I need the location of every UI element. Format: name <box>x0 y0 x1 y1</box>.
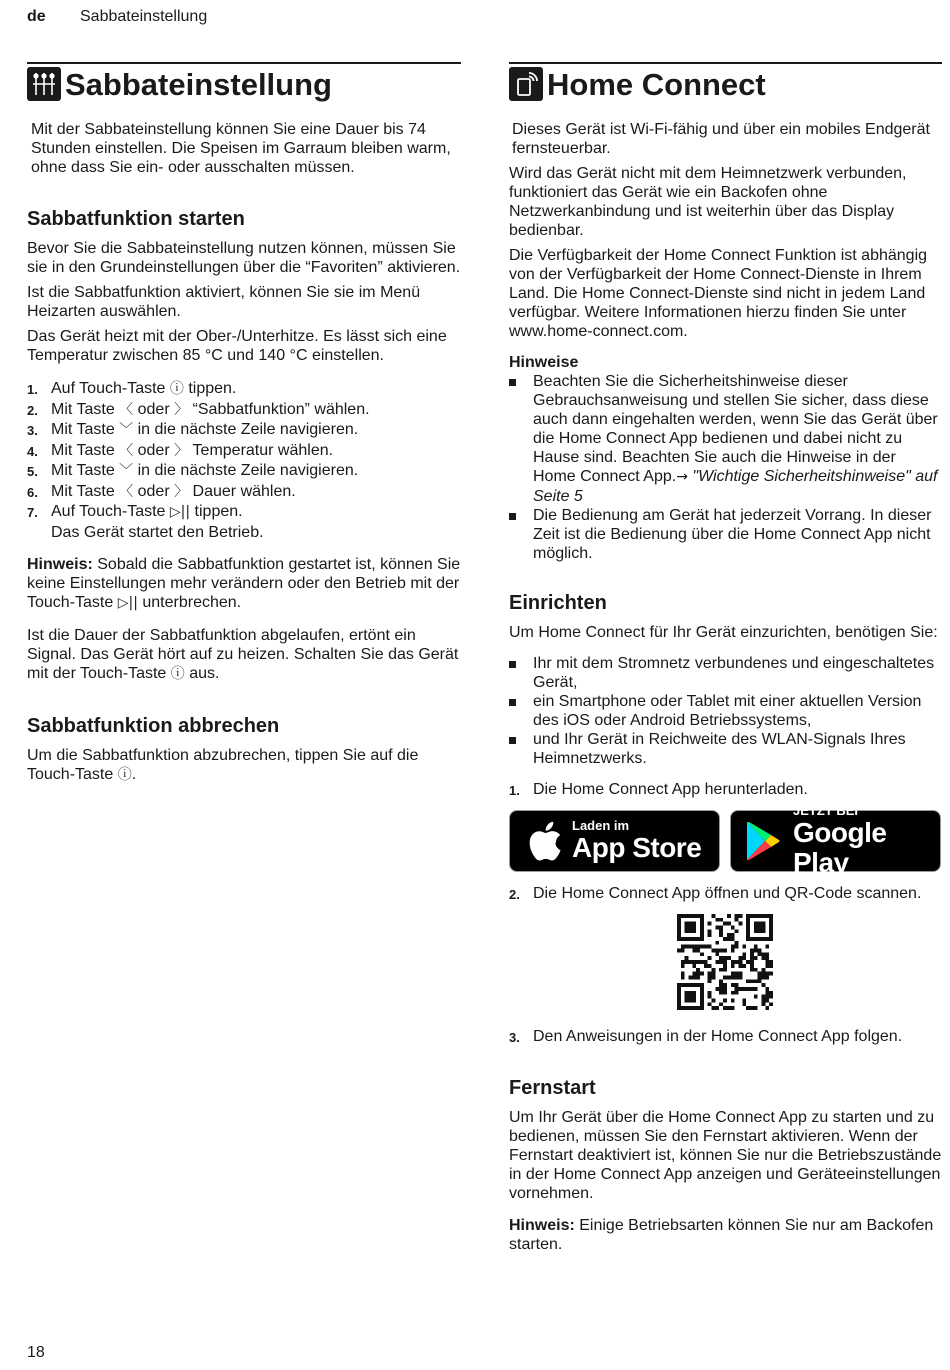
end-paragraph: Ist die Dauer der Sabbatfunktion abgelaufen, ertönt ein Signal. Das Gerät hört auf zu heizen. Schalten Sie das Gerät mit der Touch-Taste ⓘ aus. <box>27 627 459 682</box>
remote-paragraph: Um Ihr Gerät über die Home Connect App zu starten und zu bedienen, müssen Sie den Fernstart aktivieren. Wenn der Fernstart deaktiviert ist, können Sie nur die Betriebszustände in der Home Connect App anzeigen und Geräteeinstellungen vornehmen. <box>509 1108 942 1202</box>
power-icon: ⓘ <box>117 767 132 783</box>
setup-requirements <box>509 654 942 768</box>
language-code: de <box>27 8 46 25</box>
start-paragraph-2: Ist die Sabbatfunktion aktiviert, können Sie sie im Menü Heizarten auswählen. <box>27 284 421 320</box>
intro-text: Mit der Sabbateinstellung können Sie eine Dauer bis 74 Stunden einstellen. Die Speisen im Garraum bleiben warm, ohne dass Sie ein- oder ausschalten müssen. <box>31 121 451 176</box>
start-stop-icon: ▷|| <box>117 595 138 611</box>
list-item: 1. Die Home Connect App herunterladen. <box>509 781 808 798</box>
remote-note: Hinweis: Einige Betriebsarten können Sie nur am Backofen starten. <box>509 1216 934 1253</box>
section-heading-sabbath <box>27 62 461 100</box>
notes-list <box>509 372 942 563</box>
list-item: 2. Die Home Connect App öffnen und QR-Code scannen. <box>509 884 922 902</box>
hc-paragraph-2: Wird das Gerät nicht mit dem Heimnetzwerk verbunden, funktioniert das Gerät wie ein Backofen ohne Netzwerkanbindung und ist weiterhin über das Display bedienbar. <box>509 165 907 239</box>
heading-notes: Hinweise <box>509 354 579 371</box>
list-item: 3. Mit Taste ﹀ in die nächste Zeile navigieren. <box>27 421 359 438</box>
heading-remote-start: Fernstart <box>509 1076 596 1099</box>
heading-cancel: Sabbatfunktion abbrechen <box>27 715 280 737</box>
arrow-right-icon: → <box>676 469 688 485</box>
page-number: 18 <box>27 1344 45 1361</box>
store-badges <box>509 802 942 878</box>
google-play-badge[interactable] <box>730 802 941 878</box>
start-paragraph-1: Bevor Sie die Sabbateinstellung nutzen können, müssen Sie sie in den Grundeinstellungen über die “Favoriten” aktivieren. <box>27 240 461 276</box>
app-store-small-label: Laden im <box>572 817 630 833</box>
arrow-right-icon: 〉 <box>174 442 189 459</box>
app-store-badge[interactable] <box>509 810 720 872</box>
list-item: 7. Auf Touch-Taste ▷|| tippen. Das Gerät startet den Betrieb. <box>27 503 264 541</box>
power-icon: ⓘ <box>169 381 184 397</box>
header-title: Sabbateinstellung <box>80 8 208 25</box>
start-stop-icon: ▷|| <box>169 504 191 520</box>
list-item: 4. Mit Taste 〈 oder 〉 Temperatur wählen. <box>27 441 334 459</box>
qr-code <box>509 914 942 1015</box>
page-title: Sabbateinstellung <box>65 67 332 102</box>
right-column <box>509 62 942 1254</box>
list-item: 3. Den Anweisungen in der Home Connect App folgen. <box>509 1028 903 1045</box>
list-item: Beachten Sie die Sicherheitshinweise dieser Gebrauchsanweisung und stellen Sie sicher, dass diese auch dann eingehalten werden, wenn Sie das Gerät über die Home Connect App bedienen und dabei nicht zu Hause sind. Beachten Sie auch die Hinweise in der Home Connect App.→ "Wichtige Sicherheitshinweise" auf Seite 5 <box>509 372 942 506</box>
list-item: 2. Mit Taste 〈 oder 〉 “Sabbatfunktion” wählen. <box>27 400 370 418</box>
google-play-small-label: JETZT BEI <box>793 802 859 818</box>
arrow-left-icon: 〈 <box>119 483 134 500</box>
arrow-right-icon: 〉 <box>174 483 189 500</box>
home-connect-icon <box>509 67 543 101</box>
step-result: Das Gerät startet den Betrieb. <box>51 523 264 541</box>
hc-paragraph-1: Dieses Gerät ist Wi-Fi-fähig und über ein mobiles Endgerät fernsteuerbar. <box>512 121 930 157</box>
heading-start: Sabbatfunktion starten <box>27 208 245 230</box>
arrow-left-icon: 〈 <box>119 442 134 459</box>
page-reference: "Wichtige Sicherheitshinweise" auf Seite 5 <box>533 468 938 505</box>
power-icon: ⓘ <box>170 666 185 682</box>
apple-icon <box>528 821 562 861</box>
sabbath-setting-icon <box>27 67 61 101</box>
section-heading-home-connect <box>509 62 942 100</box>
left-column <box>27 62 461 785</box>
cancel-paragraph: Um die Sabbatfunktion abzubrechen, tippen Sie auf die Touch-Taste ⓘ. <box>27 747 419 783</box>
start-paragraph-3: Das Gerät heizt mit der Ober-/Unterhitze. Es lässt sich eine Temperatur zwischen 85 °C und 140 °C einstellen. <box>27 328 447 364</box>
setup-step-2 <box>509 884 942 905</box>
arrow-down-icon: ﹀ <box>119 463 134 479</box>
google-play-large-label: Google Play <box>793 816 887 878</box>
heading-setup: Einrichten <box>509 592 607 614</box>
list-item: 1. Auf Touch-Taste ⓘ tippen. <box>27 380 237 397</box>
list-item: Ihr mit dem Stromnetz verbundenes und eingeschaltetes Gerät, <box>509 654 942 692</box>
app-store-large-label: App Store <box>572 831 702 863</box>
setup-step-3 <box>509 1027 942 1048</box>
arrow-down-icon: ﹀ <box>119 422 134 438</box>
list-item: Die Bedienung am Gerät hat jederzeit Vorrang. In dieser Zeit ist die Bedienung über die Home Connect App nicht möglich. <box>509 506 942 563</box>
hc-paragraph-3: Die Verfügbarkeit der Home Connect Funktion ist abhängig von der Verfügbarkeit der Home Connect-Dienste in Ihrem Land. Die Home Connect-Dienste sind nicht in jedem Land verfügbar. Weitere Informationen hierzu finden Sie unter www.home-connect.com. <box>509 247 928 340</box>
setup-intro: Um Home Connect für Ihr Gerät einzurichten, benötigen Sie: <box>509 624 938 641</box>
note-sabbath: Hinweis: Sobald die Sabbatfunktion gestartet ist, können Sie keine Einstellungen mehr verändern oder den Betrieb mit der Touch-Taste ▷|| unterbrechen. <box>27 556 461 611</box>
list-item: und Ihr Gerät in Reichweite des WLAN-Signals Ihres Heimnetzwerks. <box>509 730 942 768</box>
start-steps <box>27 379 461 543</box>
list-item: 6. Mit Taste 〈 oder 〉 Dauer wählen. <box>27 482 296 500</box>
setup-step-1 <box>509 780 942 801</box>
section-title: Home Connect <box>547 67 766 102</box>
arrow-left-icon: 〈 <box>119 401 134 418</box>
google-play-icon <box>745 821 781 861</box>
arrow-right-icon: 〉 <box>174 401 189 418</box>
list-item: ein Smartphone oder Tablet mit einer aktuellen Version des iOS oder Android Betriebssystems, <box>509 692 942 730</box>
list-item: 5. Mit Taste ﹀ in die nächste Zeile navigieren. <box>27 462 359 479</box>
